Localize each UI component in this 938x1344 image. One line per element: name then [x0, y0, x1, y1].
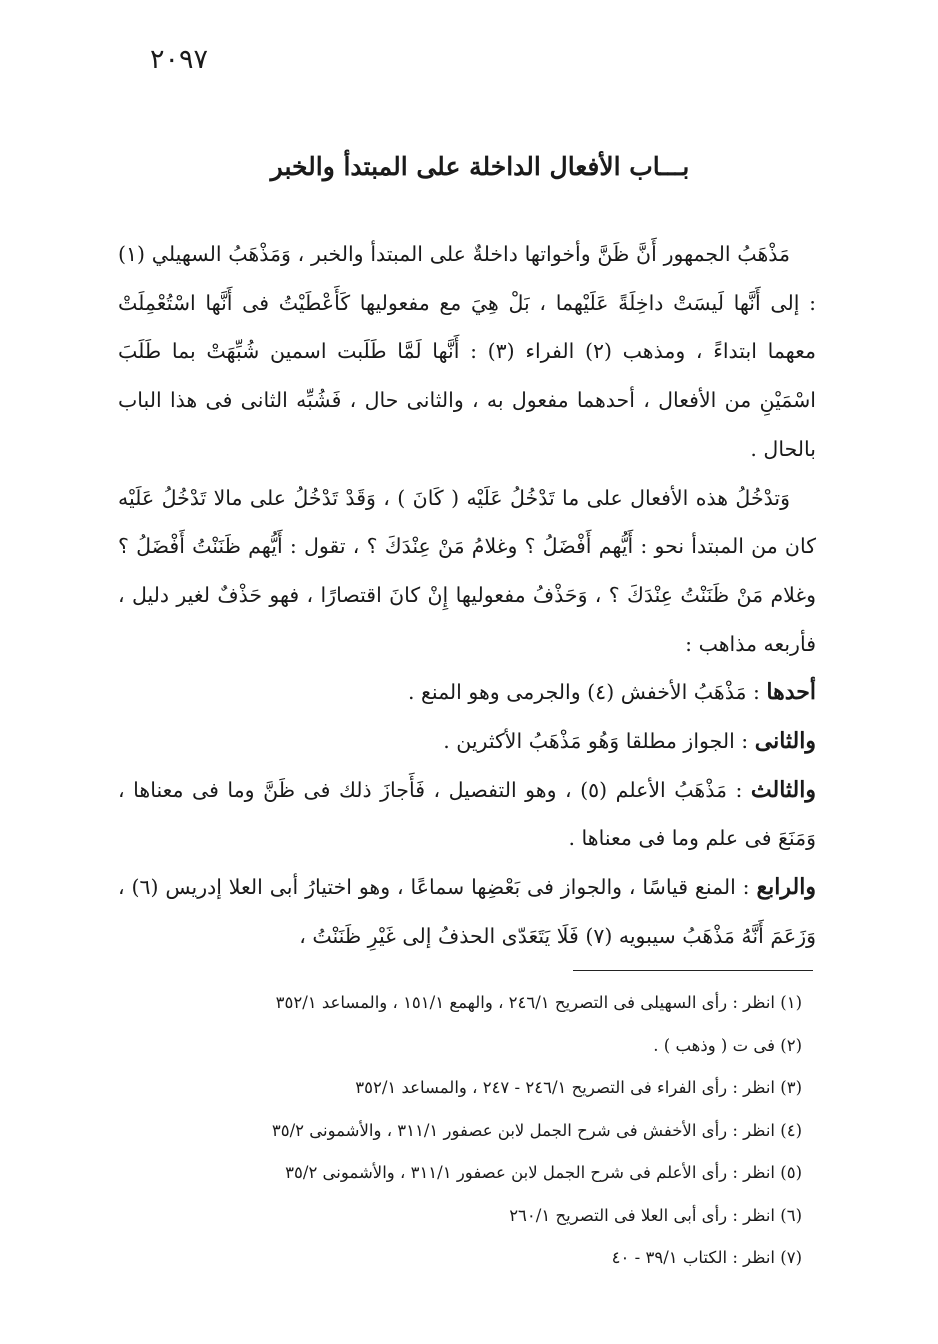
footnote-1: (١) انظر : رأى السهيلى فى التصريح ٢٤٦/١ ، والهمع ١٥١/١ ، والمساعد ٣٥٢/١	[275, 993, 802, 1012]
paragraph-omission: وَتدْخُلُ هذه الأفعال على ما تَدْخُلُ عَلَيْه ( كَانَ ) ، وَقَدْ تَدْخُلُ على مالا تَدْخُلُ عَلَيْه كان من المبتدأ نحو : أَيُّهم أَفْضَلُ ؟ وغلامُ مَنْ عِنْدَكَ ؟ ، تقول : أَيُّهم ظَنَنْتُ أَفْضَلُ ؟ وغلام مَنْ ظَنَنْتُ عِنْدَكَ ؟ ، وَحَذْفُ مفعوليها إِنْ كانَ اقتصارًا ، فهو حَذْفٌ لغير دليل ، فأربعه مذاهب :	[118, 485, 816, 656]
opinion-fourth-text: : المنع قياسًا ، والجواز فى بَعْضِها سماعًا ، وهو اختيارُ أبى العلا إدريس (٦) ، وَزَعَمَ أَنَّهُ مَذْهَبُ سيبويه (٧) فَلَا يَتَعَدّى الحذفُ إلى غَيْرِ ظَنَنْتُ ،	[118, 875, 816, 948]
footnote-2: (٢) فى ت ( وذهب ) .	[653, 1035, 802, 1055]
opinion-second	[118, 717, 816, 766]
opinion-second-label: والثانى	[754, 728, 816, 755]
opinion-third	[118, 766, 816, 863]
footnote-separator	[573, 970, 813, 971]
footnotes	[120, 982, 802, 1280]
footnote-3: (٣) انظر : رأى الفراء فى التصريح ٢٤٦/١ - ٢٤٧ ، والمساعد ٣٥٢/١	[355, 1078, 802, 1097]
paragraph-doctrines: مَذْهَبُ الجمهور أَنَّ ظَنَّ وأخواتها داخلةٌ على المبتدأ والخبر ، وَمَذْهَبُ السهيلي (١) : إلى أَنَّها لَيسَتْ داخِلَةً عَلَيْهما ، بَلْ هِيَ مع مفعوليها كَأَعْطَيْتُ فى أَنَّها اسْتُعْمِلَتْ معهما ابتداءً ، ومذهب (٢) الفراء (٣) : أَنَّها لَمَّا طَلَبت اسمين شُبِّهَتْ بما طَلَبَ اسْمَيْنِ من الأفعال ، أحدهما مفعول به ، والثانى حال ، فَشُبِّه الثانى فى هذا الباب بالحال .	[118, 242, 816, 461]
chapter-title: بـــاب الأفعال الداخلة على المبتدأ والخبر	[270, 152, 690, 181]
opinion-first	[118, 668, 816, 717]
main-text	[118, 230, 816, 961]
page-number: ٢٠٩٧	[150, 44, 209, 75]
opinion-third-label: والثالث	[750, 776, 816, 803]
opinion-first-text: : مَذْهَبُ الأخفش (٤) والجرمى وهو المنع .	[407, 680, 760, 705]
footnote-6: (٦) انظر : رأى أبى العلا فى التصريح ٢٦٠/١	[509, 1205, 802, 1225]
opinion-third-text: : مَذْهَبُ الأعلم (٥) ، وهو التفصيل ، فَأَجازَ ذلك فى ظَنَّ وما فى معناها ، وَمَنَعَ فى علم وما فى معناها .	[118, 777, 816, 851]
opinion-second-text: : الجواز مطلقا وَهُو مَذْهَبُ الأكثرين .	[443, 729, 749, 754]
footnote-7: (٧) انظر : الكتاب ٣٩/١ - ٤٠	[611, 1248, 802, 1267]
opinion-first-label: أحدها	[766, 679, 816, 706]
footnote-4: (٤) انظر : رأى الأخفش فى شرح الجمل لابن عصفور ٣١١/١ ، والأشمونى ٣٥/٢	[271, 1120, 802, 1140]
opinion-fourth	[118, 863, 816, 960]
footnote-5: (٥) انظر : رأى الأعلم فى شرح الجمل لابن عصفور ٣١١/١ ، والأشمونى ٣٥/٢	[285, 1163, 802, 1182]
opinion-fourth-label: والرابع	[756, 874, 816, 901]
